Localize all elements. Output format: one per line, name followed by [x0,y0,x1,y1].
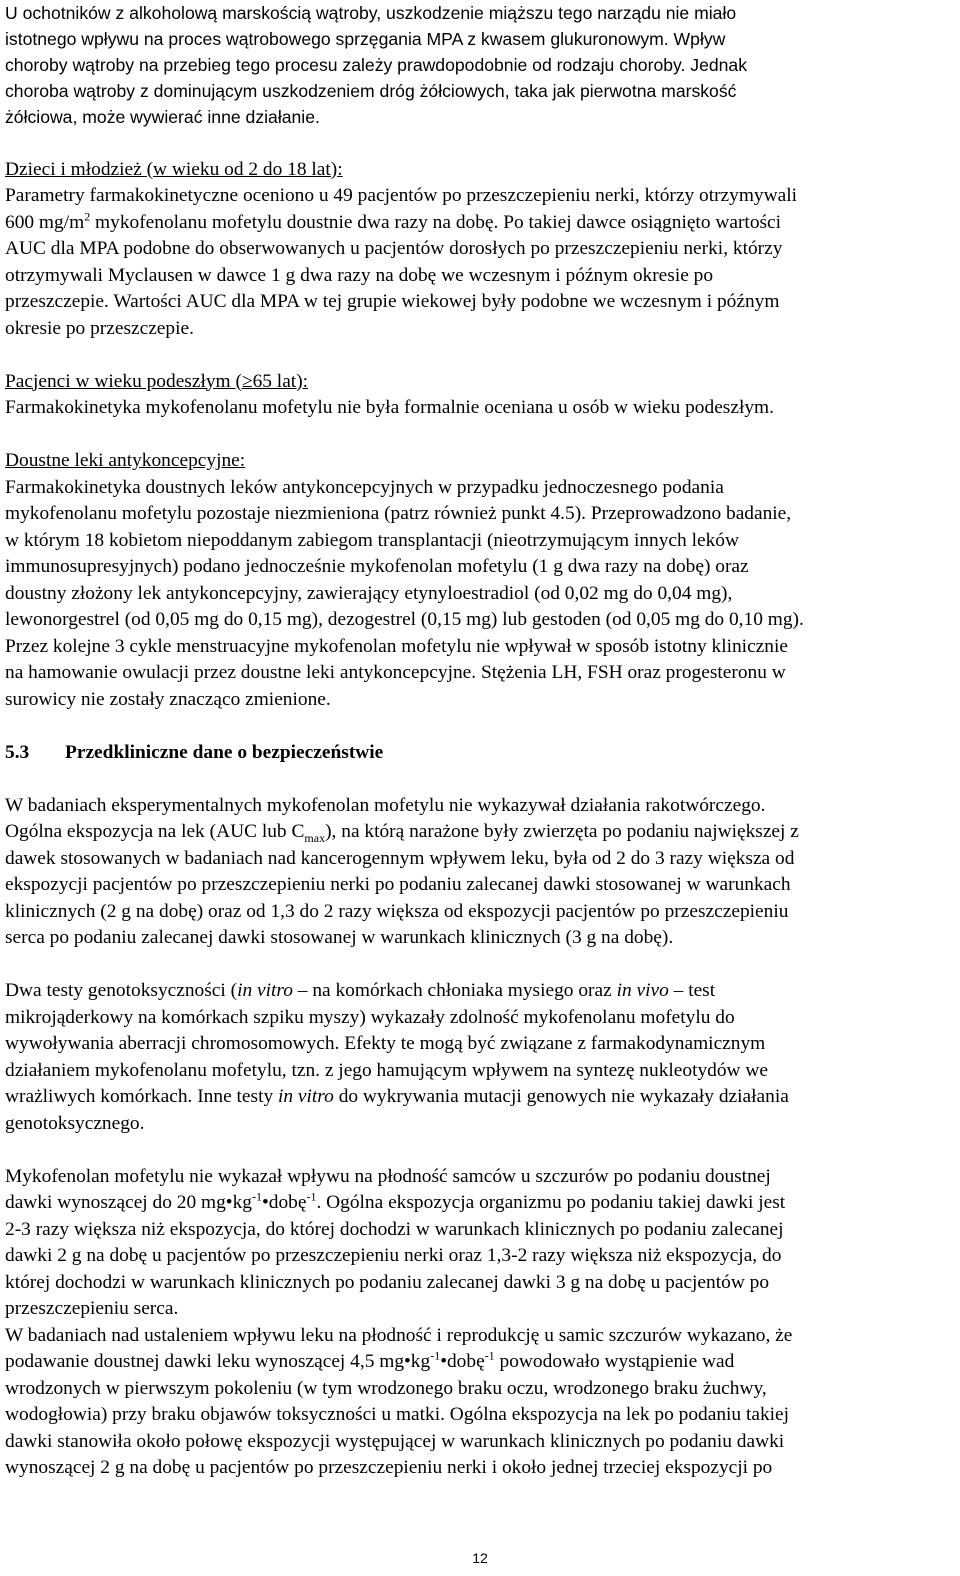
fertility-line: dawki 2 g na dobę u pacjentów po przeszczepieniu nerki oraz 1,3-2 razy większa niż ekspozycja, do [5,1245,782,1266]
children-line: okresie po przeszczepie. [5,317,194,339]
fertility-line: której dochodzi w warunkach klinicznych po podaniu zalecanej dawki 3 g na dobę u pacjentów po [5,1271,770,1293]
reproduction-line: wrodzonych w pierwszym pokoleniu (w tym wrodzonego braku oczu, wrodzonego braku żuchwy, [5,1377,767,1399]
fertility-line: Mykofenolan mofetylu nie wykazał wpływu na płodność samców u szczurów po podaniu doustnej [5,1165,771,1187]
contraceptives-line: Przez kolejne 3 cykle menstruacyjne mykofenolan mofetylu nie wpływał w sposób istotny klinicznie [5,635,788,657]
elderly-heading: Pacjenci w wieku podeszłym (≥65 lat): [5,370,309,392]
reproduction-line: wodogłowia) przy braku objawów toksyczności u matki. Ogólna ekspozycja na lek po podaniu takiej [5,1404,790,1425]
intro-line: choroba wątroby z dominującym uszkodzeniem dróg żółciowych, taka jak pierwotna marskość [5,81,737,101]
preclinical-line: klinicznych (2 g na dobę) oraz od 1,3 do 2 razy większa od ekspozycji pacjentów po przeszczepieniu [5,900,789,922]
fertility-line: 2-3 razy większa niż ekspozycja, do której dochodzi w warunkach klinicznych po podaniu zalecanej [5,1218,784,1240]
genotox-line: mikrojąderkowy na komórkach szpiku myszy) wykazały zdolność mykofenolanu mofetylu do [5,1006,735,1028]
children-heading: Dzieci i młodzież (w wieku od 2 do 18 lat): [5,158,343,180]
children-line: przeszczepie. Wartości AUC dla MPA w tej grupie wiekowej były podobne we wczesnym i późnym [5,291,780,312]
genotox-line: wrażliwych komórkach. Inne testy in vitro do wykrywania mutacji genowych nie wykazały działania [5,1086,789,1107]
contraceptives-line: mykofenolanu mofetylu pozostaje niezmieniona (patrz również punkt 4.5). Przeprowadzono badanie, [5,503,792,524]
reproduction-line: W badaniach nad ustaleniem wpływu leku na płodność i reprodukcję u samic szczurów wykazano, że [5,1324,793,1346]
intro-line: U ochotników z alkoholową marskością wątroby, uszkodzenie miąższu tego narządu nie miało [5,3,737,23]
intro-line: choroby wątroby na przebieg tego procesu zależy prawdopodobnie od rodzaju choroby. Jednak [5,55,748,75]
section-number: 5.3 [5,741,30,763]
intro-line: istotnego wpływu na proces wątrobowego sprzęgania MPA z kwasem glukuronowym. Wpływ [5,29,726,49]
contraceptives-line: lewonorgestrel (od 0,05 mg do 0,15 mg), dezogestrel (0,15 mg) lub gestoden (od 0,05 mg do 0,10 mg). [5,609,804,630]
preclinical-line: ekspozycji pacjentów po przeszczepieniu nerki po podaniu zalecanej dawki stosowanej w warunkach [5,874,791,895]
page-number: 12 [472,1550,488,1566]
contraceptives-line: surowicy nie zostały znacząco zmienione. [5,688,331,710]
children-line: otrzymywali Myclausen w dawce 1 g dwa razy na dobę we wczesnym i późnym okresie po [5,264,714,286]
children-line: Parametry farmakokinetyczne oceniono u 49 pacjentów po przeszczepieniu nerki, którzy otrzymywali [5,185,798,206]
body-text [5,130,955,1482]
reproduction-line: wynoszącej 2 g na dobę u pacjentów po przeszczepieniu nerki i około jednej trzeciej ekspozycji po [5,1457,773,1478]
preclinical-line: dawek stosowanych w badaniach nad kancerogennym wpływem leku, była od 2 do 3 razy większa od [5,847,795,869]
contraceptives-line: immunosupresyjnych) podano jednocześnie mykofenolan mofetylu (1 g dwa razy na dobę) oraz [5,556,749,577]
preclinical-line: W badaniach eksperymentalnych mykofenolan mofetylu nie wykazywał działania rakotwórczego. [5,794,766,816]
fertility-line: dawki wynoszącej do 20 $mg•kg^{-1}•dobę^{-1}$. Ogólna ekspozycja organizmu po podaniu takiej dawki jest [5,1189,786,1213]
section-title: Przedkliniczne dane o bezpieczeństwie [65,741,384,763]
contraceptives-line: na hamowanie owulacji przez doustne leki antykoncepcyjne. Stężenia LH, FSH oraz progesteronu w [5,662,786,683]
intro-paragraph [5,0,955,130]
children-line: 600 $mg/m^2$ mykofenolanu mofetylu doustnie dwa razy na dobę. Po takiej dawce osiągnięto wartości [5,209,782,233]
elderly-text: Farmakokinetyka mykofenolanu mofetylu nie była formalnie oceniana u osób w wieku podeszłym. [5,397,774,418]
section-heading [5,740,955,767]
genotox-line: genotoksycznego. [5,1112,145,1134]
contraceptives-line: Farmakokinetyka doustnych leków antykoncepcyjnych w przypadku jednoczesnego podania [5,476,724,498]
fertility-line: przeszczepieniu serca. [5,1298,179,1319]
preclinical-line: serca po podaniu zalecanej dawki stosowanej w warunkach klinicznych (3 g na dobę). [5,927,674,948]
intro-line: żółciowa, może wywierać inne działanie. [5,107,320,127]
genotox-line: działaniem mykofenolanu mofetylu, tzn. z jego hamującym wpływem na syntezę nukleotydów we [5,1059,769,1081]
contraceptives-heading: Doustne leki antykoncepcyjne: [5,450,246,471]
children-line: AUC dla MPA podobne do obserwowanych u pacjentów dorosłych po przeszczepieniu nerki, którzy [5,238,783,259]
preclinical-line: Ogólna ekspozycja na lek (AUC lub $C_{max}$), na którą narażone były zwierzęta po podaniu największej z [5,821,799,845]
contraceptives-line: w którym 18 kobietom niepoddanym zabiegom transplantacji (nieotrzymującym innych leków [5,529,739,551]
genotox-line: Dwa testy genotoksyczności (in vitro – na komórkach chłoniaka mysiego oraz in vivo – test [5,980,716,1001]
genotox-line: wywoływania aberracji chromosomowych. Efekty te mogą być związane z farmakodynamicznym [5,1033,766,1054]
document-page [5,0,955,1482]
reproduction-line: dawki stanowiła około połowę ekspozycji występującej w warunkach klinicznych po podaniu dawki [5,1430,785,1452]
contraceptives-line: doustny złożony lek antykoncepcyjny, zawierający etynyloestradiol (od 0,02 mg do 0,04 mg), [5,582,733,604]
reproduction-line: podawanie doustnej dawki leku wynoszącej 4,5 $mg•kg^{-1}•dobę^{-1}$ powodowało wystąpienie wad [5,1348,735,1372]
